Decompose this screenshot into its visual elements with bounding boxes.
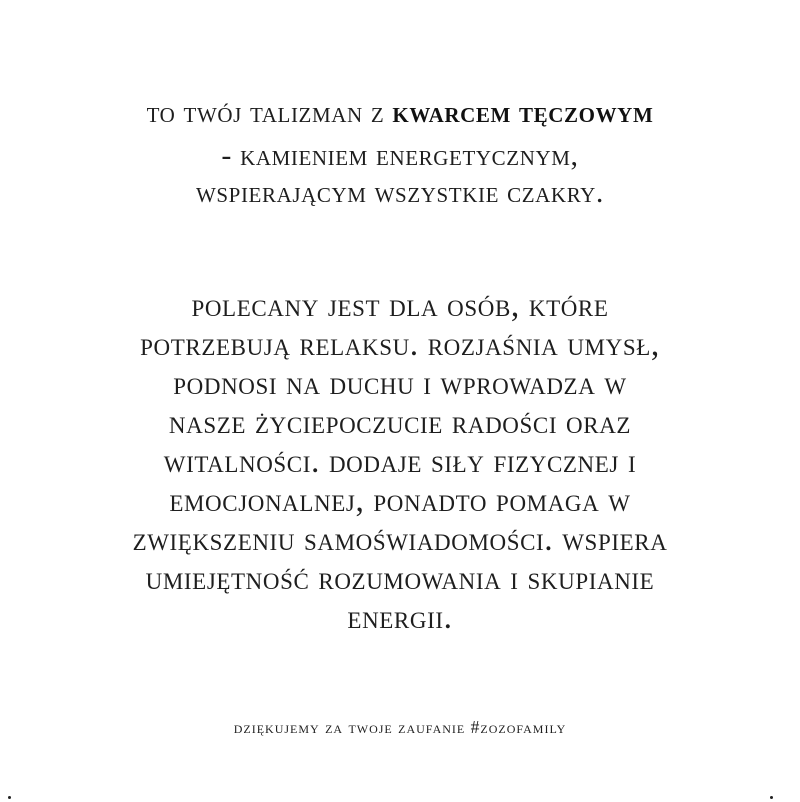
description-line: polecany jest dla osób, które [191, 287, 609, 324]
corner-mark-bottom-right [770, 796, 773, 799]
intro-line-3: wspierającym wszystkie czakry. [195, 176, 605, 209]
description-line: emocjonalnej, ponadto pomaga w [169, 482, 631, 519]
stone-name: kwarcem tęczowym [392, 96, 654, 129]
description-line: potrzebują relaksu. rozjaśnia umysł, [140, 326, 660, 363]
description-line: umiejętność rozumowania i skupianie [145, 560, 655, 597]
description-line: podnosi na duchu i wprowadza w [173, 365, 627, 402]
thank-you-footer: dziękujemy za twoje zaufanie #zozofamily [233, 717, 567, 737]
corner-mark-bottom-left [8, 796, 11, 799]
description-line: nasze życiepoczucie radości oraz [168, 404, 632, 441]
description-line: witalności. dodaje siły fizycznej i [163, 443, 637, 480]
intro-line-1 [0, 96, 800, 130]
intro-line-2: - kamieniem energetycznym, [221, 139, 579, 172]
intro-line-1-prefix: to twój talizman z [146, 96, 393, 129]
description-line: zwiększeniu samoświadomości. wspiera [132, 521, 668, 558]
description-line: energii. [347, 599, 453, 636]
